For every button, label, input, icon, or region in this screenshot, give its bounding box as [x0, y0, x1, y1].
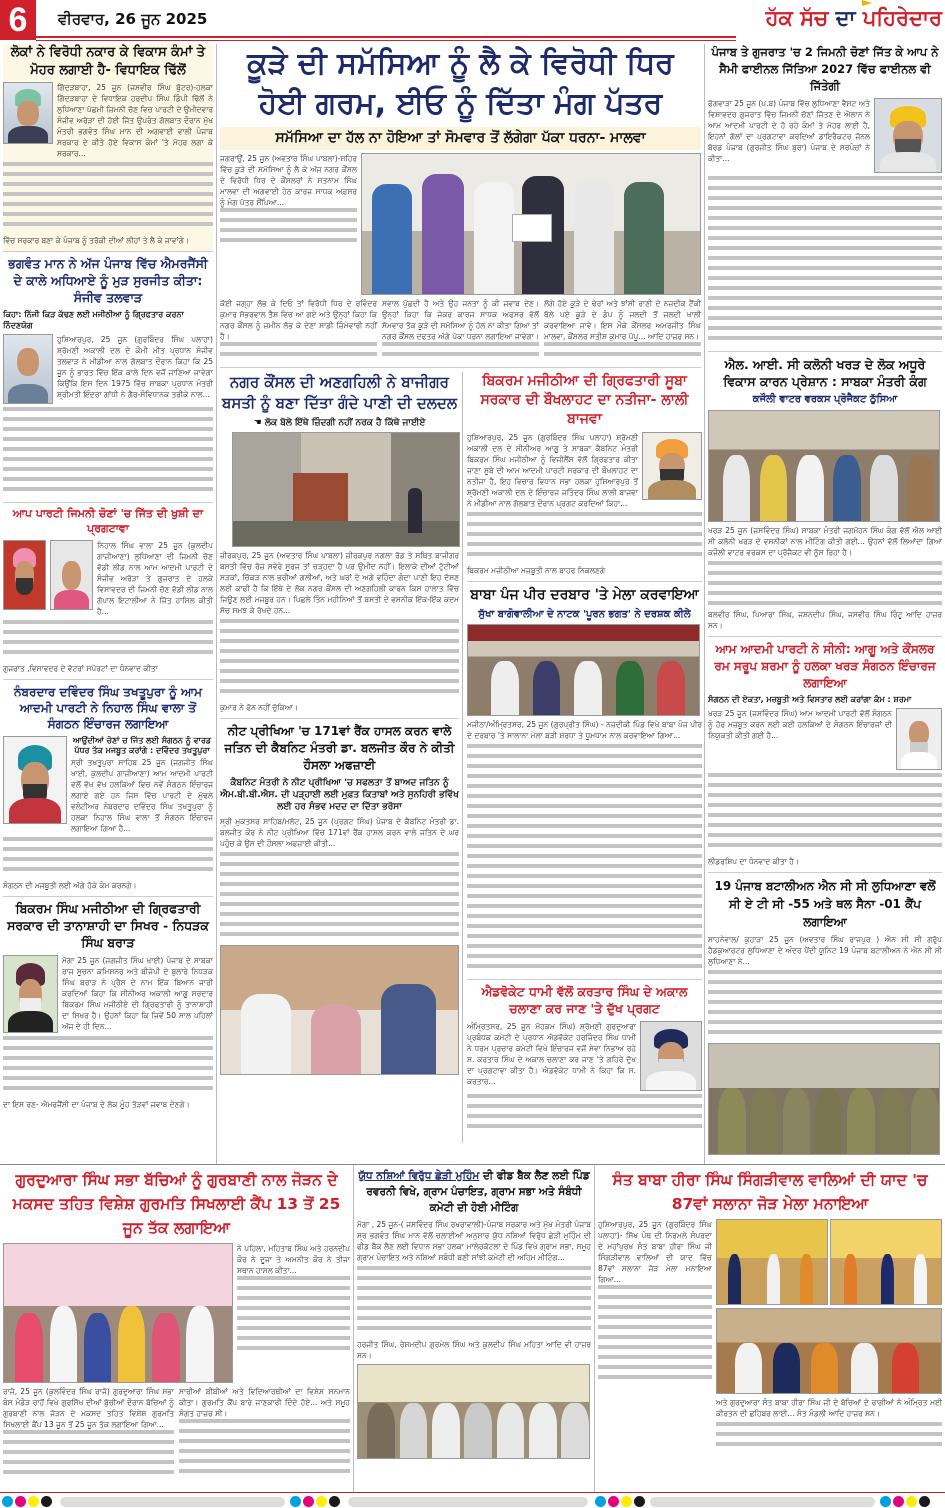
headline: ਆਮ ਆਦਮੀ ਪਾਰਟੀ ਨੇ ਸੀਨੀ: ਆਗੂ ਅਤੇ ਕੌਂਸਲਰ ਰਮ ਸਰੂਪ ਸ਼ਰਮਾ ਨੂੰ ਹਲਕਾ ਖਰੜ ਸੰਗਠਨ ਇੰਚਾਰਜ ਲਗਾਇਆ — [714, 641, 936, 690]
headline: ਭਗਵੰਤ ਮਾਨ ਨੇ ਅੱਜ ਪੰਜਾਬ ਵਿੱਚ ਐਮਰਜੈਂਸੀ ਦੇ ਕਾਲੇ ਅਧਿਆਏ ਨੂੰ ਮੁੜ ਸੁਰਜੀਤ ਕੀਤਾ: ਸੰਜੀਵ ਤਲਵਾੜ — [8, 256, 208, 305]
body-text: ਫੱਗਵਾੜਾ 25 ਜੂਨ (ਪ.ਬ) ਪੰਜਾਬ ਵਿੱਚ ਲੁਧਿਆਣਾ ਵੈਸਟ ਅਤੇ ਵਿਸਾਵਦਰ ਗੁਜਰਾਤ ਵਿੱਚ ਜਿਮਨੀ ਚੋਣਾਂ ਜਿੱਤਣ ਦੇ ਐਲਾਨ ਨੇ ਆਮ ਆਦਮੀ ਪਾਰਟੀ ਦੇ ਹੋ ਰਹੇ ਕੰਮਾਂ ਤੇ ਮੋਹਰ ਲਾਈ ਹੈ, ਇਹਨਾਂ ਗੱਲਾਂ ਦਾ ਪ੍ਰਗਟਾਵਾ ਕਰਦਿਆਂ ਡਾਇਰੈਕਟਰ ਜ਼ੋਨਲ ਬੋਰਡ ਪੰਜਾਬ (ਗੁਰਜੀਤ ਸਿੰਘ ਬੁਰਾ) ਪੰਜਾਬ ਦੇ ਸਰਪੰਚਾਂ ਨੇ ਕੀਤਾ... — [708, 99, 870, 163]
registration-mark — [621, 1496, 632, 1507]
subheadline: ਕਜੌਲੀ ਵਾਟਰ ਵਰਕਸ ਪ੍ਰੋਜੈਕਟ ਠੁੱਸਿਆ — [752, 394, 898, 405]
story — [3, 1168, 350, 1485]
text-lines — [708, 561, 942, 606]
lead-body-columns — [220, 298, 701, 362]
portrait-photo — [3, 955, 58, 1033]
story-text — [71, 736, 213, 835]
headline: ਗੁਰਦੁਆਰਾ ਸਿੰਘ ਸਭਾ ਬੱਚਿਆਂ ਨੂੰ ਗੁਰਬਾਣੀ ਨਾਲ ਜੋੜਨ ਦੇ ਮਕਸਦ ਤਹਿਤ ਵਿਸ਼ੇਸ਼ ਗੁਰਮਤਿ ਸਿਖਲਾਈ ਕੈਂਪ 13 ਤੋਂ 25 ਜੂਨ ਤੱਕ ਲਗਾਇਆ — [12, 1171, 341, 1238]
body-text: ਹੁਸ਼ਿਆਰਪੁਰ, 25 ਜੂਨ (ਗੁਰਬਿੰਦਰ ਸਿੰਘ ਪਲਾਹਾ) ਸ਼੍ਰੋਮਣੀ ਅਕਾਲੀ ਦਲ ਦੇ ਸੀਨੀਅਰ ਆਗੂ ਤੇ ਸਾਬਕਾ ਕੈਬਨਿਟ ਮੰਤਰੀ ਬਿਕਰਮ ਸਿੰਘ ਮਜੀਠੀਆ ਨੂੰ ਵਿਜੀਲੈਂਸ ਵੱਲੋਂ ਗ੍ਰਿਫਤਾਰ ਕੀਤਾ ਜਾਣਾ ਸੂਬੇ ਦੀ ਆਮ ਆਦਮੀ ਪਾਰਟੀ ਸਰਕਾਰ ਦੀ ਬੌਖਲਾਹਟ ਦਾ ਨਤੀਜਾ ਹੈ, ਇਹ ਵਿਚਾਰ ਵਿਧਾਨ ਸਭਾ ਹਲਕਾ ਹੁਸ਼ਿਆਰਪੁਰ ਤੋਂ ਸ਼੍ਰੋਮਣੀ ਅਕਾਲੀ ਦਲ ਦੇ ਇੰਚਾਰਜ ਜਤਿੰਦਰ ਸਿੰਘ ਲਾਲੀ ਬਾਜਵਾ ਨੇ ਮੀਡੀਆ ਨਾਲ ਗੱਲਬਾਤ ਦੌਰਾਨ ਪ੍ਰਗਟ ਕਰਦਿਆਂ ਕਿਹਾ... — [467, 432, 638, 508]
story — [598, 1168, 942, 1457]
text-lines — [467, 1094, 702, 1134]
registration-mark — [595, 1496, 606, 1507]
body-text: ਸਾਰੀਆਂ ਬੀਬੀਆਂ ਅਤੇ ਵਿਦਿਆਰਥੀਆਂ ਦਾ ਵਿਸ਼ੇਸ਼ ਸਨਮਾਨ ਕੀਤਾ। ਗੁਰਮਤਿ ਕੈਂਪ ਬਾਰੇ ਜਾਣਕਾਰੀ ਦਿੰਦੇ ਹੋਏ... ਅਤੇ ਸਮੂਹ ਸੰਗਤ ਹਾਜ਼ਰ ਸੀ। — [179, 1387, 350, 1419]
nagar-story — [220, 372, 459, 719]
headline: ਐਲ. ਆਈ. ਸੀ ਕਲੋਨੀ ਖਰੜ ਦੇ ਲੋਕ ਅਧੂਰੇ ਵਿਕਾਸ ਕਾਰਨ ਪ੍ਰੇਸ਼ਾਨ : ਸਾਬਕਾ ਮੰਤਰੀ ਕੰਗ — [723, 357, 927, 389]
page-number-box: 6 — [0, 0, 36, 40]
text-lines — [708, 970, 942, 1040]
issue-date: ਵੀਰਵਾਰ, 26 ਜੂਨ 2025 — [58, 10, 208, 28]
portrait-photo — [874, 98, 942, 173]
text-lines — [179, 1419, 350, 1479]
text-lines — [3, 1430, 174, 1480]
article-body — [544, 298, 701, 362]
text-lines — [708, 773, 942, 853]
right-column — [705, 44, 945, 1164]
registration-mark — [608, 1496, 619, 1507]
baba-story — [467, 586, 702, 980]
headline-text: ਦੀ ਫੀਡ ਬੈਕ ਲੈਣ ਲਈ ਪਿੰਡ ਰਵਰਨੀ ਵਿਖੇ, ਗ੍ਰਾਮ ਪੰਚਾਇਤ, ਗ੍ਰਾਮ ਸਭਾ ਅਤੇ ਸੰਬੰਧੀ ਕਮੇਟੀ ਦੀ ਹੋਈ ਮੀਟਿੰਗ — [366, 1170, 590, 1215]
registration-mark — [15, 1496, 26, 1507]
text-lines — [467, 512, 702, 562]
body-text: ਜ਼ੀਰਕਪੁਰ, 25 ਜੂਨ (ਅਵਤਾਰ ਸਿੰਘ ਪਾਬਲਾ) ਜ਼ੀਰਕਪੁਰ ਨਗਲਾ ਰੋਡ ਤੇ ਸਥਿਤ ਬਾਜੀਗਰ ਬਸਤੀ ਵਿੱਚ ਰੋਜ਼ ਸਵੇਰੇ ਸੂਰਜ ਤਾਂ ਚੜ੍ਹਦਾ ਹੈ ਪਰ ਉਮੀਦ ਨਹੀਂ। ਇਲਾਕੇ ਦੀਆਂ ਟੁੱਟੀਆਂ ਸੜਕਾਂ, ਚਿੱਕੜ ਨਾਲ ਭਰੀਆਂ ਗਲੀਆਂ, ਅਤੇ ਘਰਾਂ ਦੇ ਅਗੇ ਵਹਿੰਦਾ ਗੰਦਾ ਪਾਣੀ ਇਹ ਦੱਸਣ ਲਈ ਕਾਫੀ ਹੈ ਕਿ ਇੱਥੇ ਦੇ ਲੋਕ ਨਗਰ ਕੌਂਸਲ ਦੀ ਅਣਗਹਿਲੀ ਕਾਰਨ ਕਿਸ ਹਾਲਾਤ ਵਿੱਚ ਜਿਊਣ ਲਈ ਮਜਬੂਰ ਹਨ। ਪਿਛਲੇ ਤਿੰਨ ਮਹੀਨਿਆਂ ਤੋਂ ਬਸਤੀ ਦੇ ਵਸਨੀਕ ਇੱਕ-ਇੱਕ ਕਦਮ ਸੋਚ ਸਮਝ ਕੇ ਰੱਖਦੇ ਹਨ... — [220, 551, 459, 616]
body-text: ਮੋਗਾ , 25 ਜੂਨ-( ਜਸਵਿੰਦਰ ਸਿੰਘ ਰਖਰਾਵਾਲੀ)-ਪੰਜਾਬ ਸਰਕਾਰ ਅਤੇ ਮੁੱਖ ਮੰਤਰੀ ਪੰਜਾਬ ਸ੍ਰ ਭਗਵੰਤ ਸਿੰਘ ਮਾਨ ਵੱਲੋਂ ਚਲਾਈਆਂ ਅਨੁਸਾਰ ਯੁੱਧ ਨਸ਼ਿਆਂ ਵਿਰੁੱਧ ਛੇੜੀ ਮੁਹਿੰਮ ਦੀ ਫੀਡ ਬੈਕ ਲੈਣ ਲਈ ਵਿਧਾਨ ਸਭਾ ਹਲਕਾ ਮਾਲੇਰਕੋਟਲਾ ਦੇ ਪਿੰਡ ਵਿਖੇ ਗ੍ਰਾਮ ਸਭਾ, ਸਮੂਹ ਗ੍ਰਾਮ ਪੰਚਾਇਤ ਅਤੇ ਨਸ਼ਿਆਂ ਸਬੰਧੀ ਬਣੀ ਸਾਂਝੀ ਕਮੇਟੀ ਦੀ ਅਹਿਮ ਮੀਟਿੰਗ... — [357, 1220, 591, 1263]
center-right-subcolumn — [463, 372, 702, 1143]
photo-row — [716, 1219, 942, 1305]
jor-mela-story — [595, 1165, 945, 1492]
article-body — [3, 1386, 174, 1480]
gurdwara-story — [0, 1165, 354, 1492]
masthead-part: ਦਾ — [835, 6, 856, 30]
masthead-part: ਪਹਿਰੇਦਾਰ — [855, 6, 942, 30]
registration-mark — [329, 1496, 340, 1507]
body-text: ਕੁਮਾਰ ਨੇ ਫੋਨ ਨਹੀਂ ਚੁੱਕਿਆ। — [220, 703, 299, 713]
right-story-4 — [708, 877, 942, 1160]
body-text: ਸ੍ਰੀ ਮੁਕਤਸਰ ਸਾਹਿਬ/ਮਲੋਟ, 25 ਜੂਨ (ਪ੍ਰਗਟ ਸਿੰਘ) ਪੰਜਾਬ ਦੇ ਕੈਬਨਿਟ ਮੰਤਰੀ ਡਾ. ਬਲਜੀਤ ਕੌਰ ਨੇ ਨੀਟ ਪ੍ਰੀਖਿਆ ਵਿੱਚ 171ਵਾਂ ਰੈਂਕ ਹਾਸਲ ਕਰਨ ਵਾਲੇ ਜਤਿਨ ਦੇ ਘਰ ਪਹੁੰਚ ਕੇ ਉਸ ਦੀ ਹੌਸਲਾ ਅਫਜ਼ਾਈ ਕੀਤੀ... — [220, 817, 459, 849]
subheadline: ਸੰਗਠਨ ਦੀ ਏਕਤਾ, ਮਜ਼ਬੂਤੀ ਅਤੇ ਵਿਸਤਾਰ ਲਈ ਕਰਾਂਗਾ ਕੰਮ : ਸ਼ਰਮਾ — [708, 694, 912, 704]
right-story-1 — [708, 44, 942, 352]
body-text: ਸੰਗਠਨ ਦੀ ਮਜਬੂਤੀ ਲਈ ਅੱਗੇ ਹੋਕੇ ਕੰਮ ਕਰਨਗੇ। — [3, 881, 137, 891]
text-lines — [220, 208, 357, 248]
body-text: ਨਿਹਾਲ ਸਿੰਘ ਵਾਲਾ 25 ਜੂਨ (ਕੁਲਦੀਪ ਗਾਜ਼ੀਆਣਾ) ਲੁਧਿਆਣਾ ਦੀ ਜਿਮਨੀ ਚੋਣ ਵੱਡੀ ਲੀਡ ਨਾਲ ਆਮ ਆਦਮੀ ਪਾਰਟੀ ਦੇ ਸੰਜੀਵ ਅਰੋੜਾ ਤੇ ਗੁਜਰਾਤ ਦੇ ਹਲਕੇ ਵਿਸਾਵਦਰ ਦੀ ਜਿਮਨੀ ਚੋਣ ਵੱਡੀ ਲੀਡ ਨਾਲ ਗੋਪਾਲ ਇਟਾਲੀਆ ਨੇ ਜਿੱਤ ਹਾਸਿਲ ਕੀਤੀ ਹੈ... — [97, 541, 213, 616]
text-lines — [220, 619, 459, 699]
body-text: ਹੁਸ਼ਿਆਰਪੁਰ, 25 ਜੂਨ (ਗੁਰਬਿੰਦਰ ਸਿੰਘ ਪਲਾਹਾ)- ਸਿੱਖ ਪੰਥ ਦੀ ਨਿਰਮਲੇ ਸੰਪਰਦਾ ਦੇ ਮਹਾਂਪੁਰਖ ਸੰਤ ਬਾਬਾ ਹੀਰਾ ਸਿੰਘ ਜੀ ਸਿੰਗੜੀਵਾਲ ਵਾਲਿਆਂ ਦੀ ਯਾਦ ਵਿੱਚ 87ਵਾਂ ਸਲਾਨਾ ਜੋੜ ਮੇਲਾ ਮਨਾਇਆ ਗਿਆ... — [598, 1220, 712, 1285]
story-row — [3, 955, 213, 1033]
subheadline — [220, 417, 459, 429]
text-lines — [220, 342, 377, 362]
story-media — [716, 1219, 942, 1452]
text-lines — [3, 620, 213, 660]
headline: ਨੀਟ ਪ੍ਰੀਖਿਆ 'ਚ 171ਵਾਂ ਰੈਂਕ ਹਾਸਲ ਕਰਨ ਵਾਲੇ ਜਤਿਨ ਦੀ ਕੈਬਨਿਟ ਮੰਤਰੀ ਡਾ. ਬਲਜੀਤ ਕੌਰ ਨੇ ਕੀਤੀ ਹੌਸਲਾ ਅਫਜ਼ਾਈ — [224, 724, 455, 773]
lead-story — [220, 44, 701, 368]
left-story-3 — [3, 507, 213, 680]
body-text: ਮੋਗਾ 25 ਜੂਨ (ਜਗਜੀਤ ਸਿੰਘ ਖਾਈ) ਪੰਜਾਬ ਦੇ ਸਾਬਕਾ ਰਾਜ ਸੂਚਨਾ ਕਮਿਸ਼ਨਰ ਅਤੇ ਬੀਜੇਪੀ ਦੇ ਬੁਲਾਰੇ ਨਿਧੜਕ ਸਿੰਘ ਬਰਾੜ ਨੇ ਪ੍ਰੈਸ ਦੇ ਨਾਮ ਇੱਕ ਬਿਆਨ ਜਾਰੀ ਕਰਦਿਆਂ ਕਿਹਾ ਕਿ ਸੀਨੀਅਰ ਅਕਾਲੀ ਆਗੂ ਸਰਦਾਰ ਬਿਕਰਮ ਸਿੰਘ ਮਜੀਠੀਏ ਦੀ ਗ੍ਰਿਫਤਾਰੀ ਨੂੰ ਤਾਨਾਸ਼ਾਹੀ ਦਾ ਸਿਖਰ ਹੈ। ਉਹਨਾਂ ਕਿਹਾ ਕਿ ਜਿਵੇਂ 50 ਸਾਲ ਪਹਿਲਾਂ ਅੱਜ ਦੇ ਹੀ ਦਿਨ... — [62, 955, 213, 1031]
text-lines — [3, 162, 213, 232]
story-row — [3, 540, 213, 617]
story-text — [220, 153, 357, 248]
jor-mela-photo-2 — [830, 1219, 942, 1305]
left-column — [0, 44, 217, 1164]
body-text: ਸਾਹਨੇਵਾਲ/ ਕੁਹਾੜਾ 25 ਜੂਨ (ਅਵਤਾਰ ਸਿੰਘ ਰਾਜਪੁਰ ) ਐਨ ਸੀ ਸੀ ਗਰੁੱਪ ਹੈਡਕੁਆਰਟਰ ਲੁਧਿਆਣਾ ਦੇ ਅੰਦਰ ਪੈਂਦੀ ਯੂਨਿਟ 19 ਪੰਜਾਬ ਬਟਾਲੀਅਨ ਨੇ ਐਨ ਸੀ ਸੀ ਲੁਧਿਆਣਾ ਨੇ... — [708, 935, 942, 967]
center-column — [217, 44, 705, 1164]
center-left-subcolumn — [220, 372, 463, 1143]
story-row — [467, 432, 702, 509]
story-row — [467, 1021, 702, 1091]
text-lines — [357, 1266, 591, 1336]
registration-mark — [303, 1496, 314, 1507]
pointer-icon: ☚ — [253, 417, 265, 428]
story-columns — [3, 1386, 350, 1480]
left-story-5 — [3, 901, 213, 1115]
lead-subheadline: ਸਮੱਸਿਆ ਦਾ ਹੱਲ ਨਾ ਹੋਇਆ ਤਾਂ ਸੋਮਵਾਰ ਤੋਂ ਲੱਗੇਗਾ ਪੱਕਾ ਧਰਨਾ- ਮਾਲਵਾ — [220, 127, 701, 150]
jor-mela-photo-1 — [716, 1219, 828, 1305]
registration-mark — [880, 1496, 891, 1507]
story — [357, 1168, 591, 1464]
registration-mark — [2, 1496, 13, 1507]
body-text: ਵਿੱਚ ਸਰਕਾਰ ਬਣਾ ਕੇ ਪੰਜਾਬ ਨੂੰ ਤਰੱਕੀ ਦੀਆਂ ਲੀਹਾਂ ਤੇ ਲੈ ਕੇ ਜਾਵਾਂਗੇ। — [3, 236, 189, 246]
footer-registration — [0, 1492, 945, 1508]
text-lines — [3, 1036, 213, 1096]
story-row — [3, 82, 213, 159]
headline: ਨਗਰ ਕੌਂਸਲ ਦੀ ਅਣਗਹਿਲੀ ਨੇ ਬਾਜੀਗਰ ਬਸਤੀ ਨੂੰ ਬਣਾ ਦਿੱਤਾ ਗੰਦੇ ਪਾਣੀ ਦੀ ਦਲਦਲ — [221, 372, 458, 412]
masthead-part: ਹੱਕ ਸੱਚ — [765, 6, 836, 30]
text-lines — [237, 1276, 350, 1356]
body-text: ਸ੍ਰੀ ਤਖਤੂਪੁਰਾ ਸਾਹਿਬ 25 ਜੂਨ (ਜਗਜੀਤ ਸਿੰਘ ਖਾਈ, ਕੁਲਦੀਪ ਗਾਜ਼ੀਆਣਾ) ਆਮ ਆਦਮੀ ਪਾਰਟੀ ਵਲੋਂ ਵੱਖ ਵੱਖ ਹਲਕਿਆਂ ਵਿਚ ਨਵੇਂ ਸੰਗਠਨ ਇੰਚਾਰਜ ਲਗਾਏ ਗਏ ਹਨ ਜਿਸ ਵਿੱਚ ਪਾਰਟੀ ਦੇ ਮੁੱਢਲੇ ਵਲੰਟੀਅਰ ਨੰਬਰਦਾਰ ਦਵਿੰਦਰ ਸਿੰਘ ਤਖਤੂਪੁਰਾ ਨੂੰ ਹਲਕਾ ਨਿਹਾਲ ਸਿੰਘ ਵਾਲਾ ਤੋਂ ਸੰਗਠਨ ਇੰਚਾਰਜ ਲਗਾਇਆ ਗਿਆ ਹੈ... — [71, 758, 213, 834]
header-rule — [36, 36, 736, 41]
body-text: ਸਵਾਲ ਪੁੱਛਦੀ ਹੈ ਅਤੇ ਉਹ ਜਨਤਾ ਨੂੰ ਕੀ ਜਵਾਬ ਦੇਣ। ਉਨ੍ਹਾਂ ਕਿਹਾ ਕਿ ਜੇਕਰ ਕਾਰਜ ਸਾਧਕ ਅਫਸਰ ਵੱਲੋਂ ਸੋਮਵਾਰ ਤੱਕ ਕੂੜੇ ਦੀ ਸਮੱਸਿਆ ਨੂੰ ਹੱਲ ਨਾ ਕੀਤਾ ਗਿਆ ਤਾਂ ਨਗਰ ਕੌਂਸਲ ਦਫਤਰ ਅੱਗੇ ਪੱਕਾ ਧਰਨਾ ਲਗਾਇਆ ਜਾਵੇਗਾ। — [382, 298, 539, 341]
story-row — [220, 153, 701, 295]
text-lines — [220, 852, 459, 942]
masthead-logo — [766, 6, 942, 31]
headline: 19 ਪੰਜਾਬ ਬਟਾਲੀਅਨ ਐਨ ਸੀ ਸੀ ਲੁਧਿਆਣਾ ਵਲੋਂ ਸੀ ਏ ਟੀ ਸੀ -55 ਅਤੇ ਥਲ ਸੈਨਾ -01 ਕੈਂਪ ਲਗਾਇਆ — [714, 879, 936, 930]
headline: ਲੋਕਾਂ ਨੇ ਵਿਰੋਧੀ ਨਕਾਰ ਕੇ ਵਿਕਾਸ ਕੰਮਾਂ ਤੇ ਮੋਹਰ ਲਗਾਈ ਹੈ- ਵਿਧਾਇਕ ਢਿੱਲੋਂ — [10, 45, 206, 78]
registration-bar — [650, 1497, 875, 1507]
bikram-story — [467, 372, 702, 582]
headline: ਐਡਵੋਕੇਟ ਧਾਮੀ ਵੱਲੋਂ ਕਰਤਾਰ ਸਿੰਘ ਦੇ ਅਕਾਲ ਚਲਾਣਾ ਕਰ ਜਾਣ 'ਤੇ ਦੁੱਖ ਪ੍ਰਗਟ — [481, 984, 688, 1017]
bottom-section — [0, 1165, 945, 1492]
registration-bar — [60, 1497, 285, 1507]
body-text: ਬਲਵੀਰ ਸਿੰਘ, ਪਿਆਰਾ ਸਿੰਘ, ਜਸ਼ਨਦੀਪ ਸਿੰਘ, ਜਸਵੀਰ ਸਿੰਘ ਰਿੰਟੂ ਆਦਿ ਹਾਜ਼ਰ ਸਨ। — [708, 609, 942, 630]
text-lines — [544, 342, 701, 362]
text-lines — [467, 744, 702, 974]
registration-mark — [28, 1496, 39, 1507]
body-text: ਨੇ ਪਹਿਲਾ, ਮਹਿਤਾਬ ਸਿੰਘ ਅਤੇ ਹਰਨਦੀਪ ਕੌਰ ਨੇ ਦੂਜਾ ਤੇ ਅਮਨੀਤ ਕੌਰ ਨੇ ਤੀਜਾ ਸਥਾਨ ਹਾਸਲ ਕੀਤਾ... — [237, 1244, 350, 1276]
registration-mark — [893, 1496, 904, 1507]
story-row — [3, 736, 213, 835]
gurmat-camp-photo — [3, 1243, 233, 1383]
body-text: ਲੱਗੇ ਹੋਏ ਕੂੜੇ ਦੇ ਢੇਰਾਂ ਅਤੇ ਝਾਂਸੀ ਰਾਣੀ ਦੇ ਨਜ਼ਦੀਕ ਟੈਂਕੀ ਥੱਲੇ ਪਏ ਕੂੜੇ ਦੇ ਡੰਪ ਨੂੰ ਜਲਦੀ ਤੋਂ ਜਲਦੀ ਖਾਲੀ ਕਰਵਾਇਆ ਜਾਵੇ। ਇਸ ਮੌਕੇ ਕੌਂਸਲਰ ਅਮਰਜੀਤ ਸਿੰਘ ਮਾਲਵਾ, ਕੌਂਸਲਰ ਸਤੀਸ਼ ਕੁਮਾਰ ਪੱਪੂ... ਆਦਿ ਹਾਜ਼ਰ ਸਨ। — [544, 298, 701, 341]
portrait-photo — [642, 432, 702, 500]
article-body — [179, 1386, 350, 1480]
headline — [357, 1168, 591, 1216]
story-row — [708, 98, 942, 173]
body-text: ਬਿਕਰਮ ਮਜੀਠੀਆ ਮਜ਼ਬੂਤੀ ਨਾਲ ਬਾਹਰ ਨਿਕਲਣਗੇ — [467, 565, 606, 575]
registration-mark — [316, 1496, 327, 1507]
right-story-3 — [708, 641, 942, 874]
village-meeting-photo — [357, 1364, 590, 1459]
text-lines — [382, 342, 539, 362]
jor-mela-photo-3 — [716, 1308, 942, 1394]
subheadline-text: ਲੋਕ ਬੋਲੇ ਇੱਥੇ ਜ਼ਿੰਦਗੀ ਨਹੀਂ ਨਰਕ ਹੈ ਕਿੱਥੇ ਜਾਈਏ — [264, 417, 426, 428]
left-story-2 — [3, 256, 213, 503]
body-text: ਹਰਜੀਤ ਸਿੰਘ, ਰੇਸ਼ਮਦੀਪ ਗੁਰਮੇਲ ਸਿੰਘ ਅਤੇ ਕੁਲਦੀਪ ਸਿੰਘ ਮਹਿਤਾ ਆਦਿ ਵੀ ਹਾਜ਼ਰ ਸਨ। — [357, 1340, 591, 1361]
portrait-photo — [3, 736, 67, 824]
body-text: ਹੁਸ਼ਿਆਰਪੁਰ, 25 ਜੂਨ (ਗੁਰਬਿੰਦਰ ਸਿੰਘ ਪਲਾਹਾ) ਸ਼੍ਰੋਮਣੀ ਅਕਾਲੀ ਦਲ ਦੇ ਕੌਮੀ ਮੀਤ ਪ੍ਰਧਾਨ ਸੰਜੀਵ ਤਲਵਾੜ ਨੇ ਮੀਡੀਆ ਨਾਲ ਗੱਲਬਾਤ ਦੌਰਾਨ ਕਿਹਾ ਕਿ 25 ਜੂਨ ਨੂੰ ਭਾਰਤ ਵਿੱਚ ਇੱਕ ਕਾਲੇ ਦਿਨ ਵਜੋਂ ਜਾਣਿਆ ਜਾਵੇਗਾ ਕਿਉਂਕਿ ਇਸ ਦਿਨ 1975 ਵਿੱਚ ਸਾਬਕਾ ਪ੍ਰਧਾਨ ਮੰਤਰੀ ਸ਼੍ਰੀਮਤੀ ਇੰਦਰਾ ਗਾਂਧੀ ਨੇ ਗੈਰ-ਸੰਵਿਧਾਨਕ ਤਰੀਕੇ ਨਾਲ... — [57, 335, 213, 400]
subheadline: ਕੈਬਨਿਟ ਮੰਤਰੀ ਨੇ ਨੀਟ ਪ੍ਰੀਖਿਆ 'ਚ ਸਫਲਤਾ ਤੋਂ ਬਾਅਦ ਜਤਿਨ ਨੂੰ ਐਮ.ਬੀ.ਬੀ.ਐਸ. ਦੀ ਪੜ੍ਹਾਈ ਲਈ ਮੁਫ਼ਤ ਕਿਤਾਬਾਂ ਅਤੇ ਸੁਨਹਿਰੀ ਭਵਿੱਖ ਲਈ ਹਰ ਸੰਭਵ ਮਦਦ ਦਾ ਦਿੱਤਾ ਭਰੋਸਾ — [220, 778, 459, 813]
body-text: ਅਤੇ ਗੁਰਦੁਆਰਾ ਸੰਤ ਬਾਬਾ ਹੀਰਾ ਸਿੰਘ ਜੀ ਦੇ ਬੱਚਿਆਂ ਦੇ ਰਾਗੀਆਂ ਨੇ ਅੰਮ੍ਰਿਤ ਮਈ ਕੀਰਤਨ ਦੀ ਛਹਿਬਰ ਲਾਈ... ਸੰਤ ਮੰਡਲੀ ਆਦਿ ਹਾਜ਼ਰ ਸਨ। — [716, 1398, 942, 1419]
text-lines — [716, 1422, 942, 1452]
street-photo — [232, 432, 460, 547]
lead-headline: ਕੂੜੇ ਦੀ ਸਮੱਸਿਆ ਨੂੰ ਲੈ ਕੇ ਵਿਰੋਧੀ ਧਿਰ ਹੋਈ ਗਰਮ, ਈਓ ਨੂੰ ਦਿੱਤਾ ਮੰਗ ਪੱਤਰ — [247, 46, 674, 121]
portrait-photo — [3, 334, 53, 404]
registration-mark — [290, 1496, 301, 1507]
portrait-photo — [3, 82, 53, 144]
body-text: ਦਾ ਇਸ ਰਣ- ਐਮਰਜੈਂਸੀ ਦਾ ਪੰਜਾਬ ਦੇ ਲੋਕ ਮੂੰਹ ਤੋੜਵਾਂ ਜਵਾਬ ਦੇਣਗੇ। — [3, 1099, 190, 1109]
memorandum-photo — [361, 153, 701, 295]
headline: ਨੰਬਰਦਾਰ ਦਵਿੰਦਰ ਸਿੰਘ ਤਖਤੂਪੁਰਾ ਨੂੰ ਆਮ ਆਦਮੀ ਪਾਰਟੀ ਨੇ ਨਿਹਾਲ ਸਿੰਘ ਵਾਲਾ ਤੋਂ ਸੰਗਠਨ ਇੰਚਾਰਜ ਲਗਾਇਆ — [14, 685, 202, 732]
body-text: ਖਰੜ 25 ਜੂਨ (ਜਸਵਿੰਦਰ ਸਿੰਘ) ਆਮ ਆਦਮੀ ਪਾਰਟੀ ਵੱਲੋਂ ਸੰਗਠਨ ਨੂੰ ਹੋਰ ਮਜ਼ਬੂਤ ਕਰਨ ਲਈ ਕਈ ਹਲਕਿਆਂ ਦੇ ਸੰਗਠਨ ਇੰਚਾਰਜਾਂ ਦੀ ਨਿਯੁਕਤੀ ਕੀਤੀ ਗਈ ਹੈ... — [708, 709, 892, 741]
body-text: ਅੰਮ੍ਰਿਤਸਰ, 25 ਜੂਨ ਮੋਹਕਮ ਸਿੰਘ) ਸ਼੍ਰੋਮਣੀ ਗੁਰਦੁਆਰਾ ਪ੍ਰਬੰਧਕ ਕਮੇਟੀ ਦੇ ਪ੍ਰਧਾਨ ਐਡਵੋਕੇਟ ਹਰਜਿੰਦਰ ਸਿੰਘ ਧਾਮੀ ਨੇ ਧਰਮ ਪ੍ਰਚਾਰ ਕਮੇਟੀ ਵਿਖੇ ਇੰਚਾਰਜ ਵਜੋਂ ਸੇਵਾ ਨਿਭਾਅ ਰਹੇ ਸ. ਕਰਤਾਰ ਸਿੰਘ ਦੇ ਅਕਾਲ ਚਲਾਣਾ ਕਰ ਜਾਣ 'ਤੇ ਗਹਿਰੇ ਦੁੱਖ ਦਾ ਪ੍ਰਗਟਾਵਾ ਕੀਤਾ ਹੈ। ਐਡਵੋਕੇਟ ਧਾਮੀ ਨੇ ਕਿਹਾ ਕਿ ਸ. ਕਰਤਾਰ... — [467, 1022, 636, 1087]
subheadline: ਸੁੱਖਾ ਬਾਗੋਵਾਲੀਆ ਦੇ ਨਾਟਕ 'ਪੂਰਨ ਭਗਤ' ਨੇ ਦਰਸ਼ਕ ਕੀਲੇ — [478, 608, 691, 620]
subheadline: ਕਿਹਾ: ਨਿੱਜੀ ਕਿੜ ਕੱਢਣ ਲਈ ਮਜੀਠੀਆ ਨੂੰ ਗ੍ਰਿਫਤਾਰ ਕਰਨਾ ਨਿੰਦਣਯੋਗ — [3, 309, 184, 330]
registration-mark — [919, 1496, 930, 1507]
article-body — [382, 298, 539, 362]
neet-felicitation-photo — [220, 945, 459, 1075]
headline: ਬਾਬਾ ਪੰਜ ਪੀਰ ਦਰਬਾਰ 'ਤੇ ਮੇਲਾ ਕਰਵਾਇਆ — [470, 586, 699, 603]
story-row — [598, 1219, 942, 1452]
body-text: ਖਰੜ 25 ਜੂਨ (ਜਸਵਿੰਦਰ ਸਿੰਘ) ਸਾਬਕਾ ਮੰਤਰੀ ਜਗਮੋਹਨ ਸਿੰਘ ਕੰਗ ਵੱਲੋਂ ਐਲ ਆਈ ਸੀ ਕਲੋਨੀ ਖਰੜ ਦੇ ਵਸਨੀਕਾਂ ਨਾਲ ਮੀਟਿੰਗ ਕੀਤੀ ਗਈ... ਉਹਨਾਂ ਵੱਲੋਂ ਲਿਆਂਦਾ ਗਿਆ ਕਜੌਲੀ ਵਾਟਰ ਵਰਕਸ ਦਾ ਪ੍ਰੋਜੈਕਟ ਵੀ ਠੁੱਸ ਰਿਹਾ ਹੈ। — [708, 525, 942, 557]
body-text: ਕੋਈ ਜਗ੍ਹਾ ਲੱਭ ਕੇ ਦਿਓ ਤਾਂ ਵਿਰੋਧੀ ਧਿਰ ਦੇ ਰਵਿੰਦਰ ਕੁਮਾਰ ਸੱਭਰਵਾਲ ਤੈਸ਼ ਵਿਚ ਆ ਗਏ ਅਤੇ ਉਨ੍ਹਾਂ ਕਿਹਾ ਕਿ ਨਗਰ ਕੌਂਸਲ ਨੂੰ ਜ਼ਮੀਨ ਲੱਭ ਕੇ ਦੇਣਾ ਸਾਡੀ ਜ਼ਿੰਮੇਵਾਰੀ ਨਹੀਂ ਹੈ। — [220, 298, 377, 341]
neet-story — [220, 723, 459, 1080]
advocate-story — [467, 984, 702, 1139]
portrait-photo — [640, 1021, 702, 1091]
story-row — [3, 334, 213, 404]
headline: ਆਪ ਪਾਰਟੀ ਜਿਮਨੀ ਚੋਣਾਂ 'ਚ ਜਿੱਤ ਦੀ ਖੁਸ਼ੀ ਦਾ ਪ੍ਰਗਟਾਵਾ — [12, 507, 204, 536]
text-lines — [3, 837, 213, 877]
subheadline: ਆਉਂਦੀਆਂ ਚੋਣਾਂ ਚ ਜਿੱਤ ਲਈ ਸੰਗਠਨ ਨੂੰ ਵਾਰਡ ਪੱਧਰ ਤੱਕ ਮਜਬੂਤ ਕਰਾਂਗੇ : ਦਵਿੰਦਰ ਤਖਤੂਪੁਰਾ — [72, 735, 212, 756]
story-text — [237, 1243, 350, 1356]
portrait-photo — [3, 540, 46, 610]
headline: ਪੰਜਾਬ ਤੇ ਗੁਜਰਾਤ 'ਚ 2 ਜਿਮਨੀ ਚੋਣਾਂ ਜਿੱਤ ਕੇ ਆਪ ਨੇ ਸੈਮੀ ਫਾਈਨਲ ਜਿੱਤਿਆ 2027 ਵਿੱਚ ਫਾਈਨਲ ਵੀ ਜਿੱਤੇਗੀ — [711, 45, 939, 93]
ncc-camp-photo — [708, 1043, 940, 1155]
text-lines — [3, 407, 213, 497]
portrait-photo — [50, 540, 93, 610]
registration-mark — [906, 1496, 917, 1507]
story-row — [3, 1243, 350, 1383]
main-section — [0, 44, 945, 1165]
right-story-2 — [708, 356, 942, 637]
body-text: ਗਿੱਦੜਬਾਹਾ, 25 ਜੂਨ (ਜਸਵੀਰ ਸਿੰਘ ਬੁੱਟਰ)-ਹਲਕਾ ਗਿੱਦੜਬਾਹਾ ਦੇ ਵਿਧਾਇਕ ਹਰਦੀਪ ਸਿੰਘ ਡਿੰਪੀ ਢਿੱਲੋਂ ਨੇ ਲੁਧਿਆਣਾ ਪੱਛਮੀ ਜ਼ਿਮਨੀ ਚੋਣ ਵਿਚ ਪਾਰਟੀ ਦੇ ਉਮੀਦਵਾਰ ਸੰਜੀਵ ਅਰੋੜਾ ਦੀ ਹੋਈ ਜਿੱਤ ਉਪਰੰਤ ਗੱਲਬਾਤ ਦੌਰਾਨ ਮੁੱਖ ਮੰਤਰੀ ਭਗਵੰਤ ਸਿੰਘ ਮਾਨ ਦੀ ਅਗਵਾਈ ਵਾਲੀ ਪੰਜਾਬ ਸਰਕਾਰ ਦੇ ਕੀਤੇ ਹੋਏ ਵਿਕਾਸ ਕੰਮਾਂ 'ਤੇ ਮੋਹਰ ਲਗਾ ਕੇ ਸਰਕਾਰ... — [57, 83, 213, 159]
left-story-1 — [3, 44, 213, 252]
text-lines — [598, 1285, 712, 1385]
text-lines — [708, 176, 942, 346]
campaign-link[interactable]: ਯੁੱਧ ਨਸ਼ਿਆਂ ਵਿਰੁੱਧ ਛੇੜੀ ਮੁਹਿੰਮ — [358, 1170, 480, 1183]
meeting-photo — [708, 410, 940, 522]
fair-stage-photo — [467, 624, 700, 716]
registration-mark — [634, 1496, 645, 1507]
article-body — [220, 298, 377, 362]
body-text: ਰਾਜੋ, 25 ਜੂਨ (ਕੁਲਵਿੰਦਰ ਸਿੰਘ ਰਾਜੋ) ਗੁਰਦੁਆਰਾ ਸਿੰਘ ਸਭਾ ਬੰਸ ਮੰਡੌੜ ਰਾਹੋਂ ਵਿਖੇ ਗੁਰਸਿੱਖ ਦੀਆਂ ਬੁੱਚੀਆਂ ਦੌਰਾਨ ਬੱਚਿਆਂ ਨੂੰ ਗੁਰਬਾਣੀ ਨਾਲ ਜੋੜਨ ਦੇ ਮਕਸਦ ਤਹਿਤ ਵਿਸ਼ੇਸ਼ ਗੁਰਮਤਿ ਸਿਖਲਾਈ ਕੈਂਪ 13 ਜੂਨ ਤੋਂ 25 ਜੂਨ ਤੱਕ ਲਗਾਇਆ ਗਿਆ... — [3, 1387, 174, 1430]
registration-mark — [41, 1496, 52, 1507]
headline: ਬਿਕਰਮ ਸਿੰਘ ਮਜੀਠੀਆ ਦੀ ਗ੍ਰਿਫਤਾਰੀ ਸਰਕਾਰ ਦੀ ਤਾਨਾਸ਼ਾਹੀ ਦਾ ਸਿਖਰ - ਨਿਧੜਕ ਸਿੰਘ ਬਰਾੜ — [7, 901, 209, 950]
drugs-campaign-story — [354, 1165, 595, 1492]
headline: ਸੰਤ ਬਾਬਾ ਹੀਰਾ ਸਿੰਘ ਸਿੰਗੜੀਵਾਲ ਵਾਲਿਆਂ ਦੀ ਯਾਦ 'ਚ 87ਵਾਂ ਸਲਾਨਾ ਜੋੜ ਮੇਲਾ ਮਨਾਇਆ — [612, 1171, 928, 1214]
page-header — [0, 0, 945, 44]
story-row — [708, 708, 942, 770]
portrait-photo — [896, 708, 942, 770]
body-text: ਜਗਰਾਉਂ, 25 ਜੂਨ (ਅਵਤਾਰ ਸਿੰਘ ਪਾਬਲਾ)-ਸ਼ਹਿਰ ਵਿੱਚ ਕੂੜੇ ਦੀ ਸਮੱਸਿਆ ਨੂੰ ਲੈ ਕੇ ਅੱਜ ਨਗਰ ਕੌਂਸਲ ਦੇ ਵਿਰੋਧੀ ਧਿਰ ਦੇ ਕੌਂਸਲਰਾਂ ਨੇ ਸਤਨਾਮ ਸਿੰਘ ਮਾਲਵਾ ਦੀ ਅਗਵਾਈ ਹੇਠ ਕਾਰਜ ਸਾਧਕ ਅਫ਼ਸਰ ਨੂੰ ਮੰਗ ਪੱਤਰ ਸੌਂਪਿਆ... — [220, 153, 357, 207]
left-story-4 — [3, 684, 213, 897]
story-text — [598, 1219, 712, 1385]
headline: ਬਿਕਰਮ ਮਜੀਠੀਆ ਦੀ ਗ੍ਰਿਫਤਾਰੀ ਸੂਬਾ ਸਰਕਾਰ ਦੀ ਬੌਖਲਾਹਟ ਦਾ ਨਤੀਜਾ- ਲਾਲੀ ਬਾਜਵਾ — [480, 372, 689, 427]
body-text: ਮਜੀਠਾ/ਅੰਮ੍ਰਿਤਸਰ, 25 ਜੂਨ (ਗੁਰਪ੍ਰੀਤ ਸਿੰਘ) - ਨਜ਼ਦੀਕੀ ਪਿੰਡ ਵਿਖੇ ਬਾਬਾ ਪੰਜ ਪੀਰ ਦੇ ਦਰਬਾਰ 'ਤੇ ਸਾਲਾਨਾ ਮੇਲਾ ਬੜੀ ਸ਼ਰਧਾ ਤੇ ਧੂਮਧਾਮ ਨਾਲ ਕਰਵਾਇਆ ਗਿਆ... — [467, 720, 702, 741]
body-text: ਗੁਜਰਾਤ ,ਵਿਸਾਵਦਰ ਦੇ ਵੋਟਰਾਂ ਸਪੋਰਟਾਂ ਦਾ ਧੰਨਵਾਦ ਕੀਤਾ — [3, 664, 158, 673]
registration-bar — [348, 1497, 588, 1507]
body-text: ਲੀਡਰਸ਼ਿਪ ਦਾ ਧੰਨਵਾਦ ਕੀਤਾ ਹੈ। — [708, 857, 799, 867]
center-subcolumns — [220, 372, 701, 1143]
